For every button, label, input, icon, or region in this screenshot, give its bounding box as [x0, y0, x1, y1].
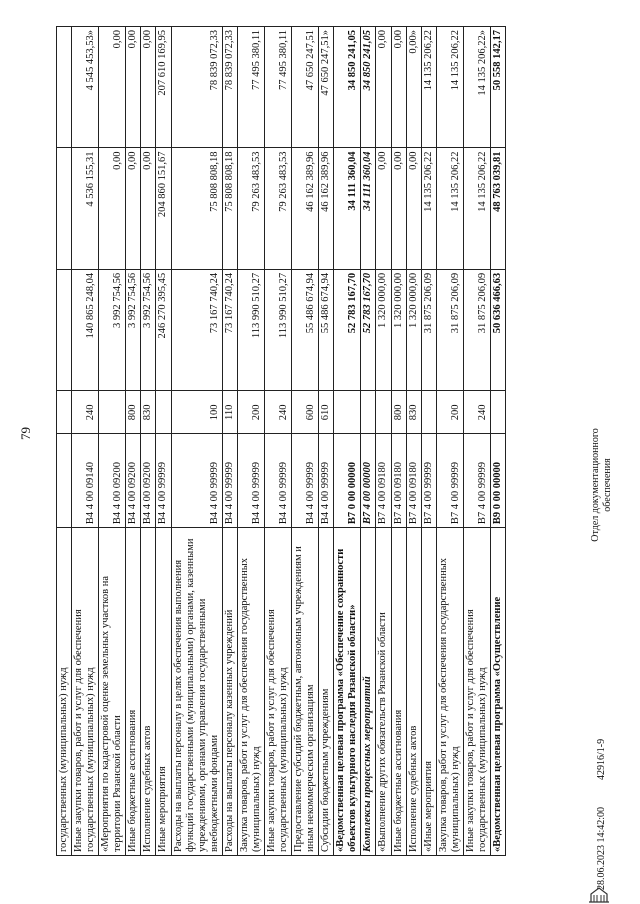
table-row	[222, 27, 237, 856]
row-name-cell: Субсидии бюджетным учреждениям	[319, 528, 334, 856]
table-row	[334, 27, 361, 856]
row-value-2023-cell: 1 320 000,00	[391, 269, 406, 390]
row-value-2024-cell: 4 536 155,31	[72, 148, 99, 269]
row-vr-cell: 200	[237, 391, 264, 434]
row-value-2025-cell: 0,00	[99, 27, 126, 148]
budget-sheet	[56, 26, 576, 856]
row-name-cell: государственных (муниципальных) нужд	[57, 528, 72, 856]
row-value-2023-cell: 3 992 754,56	[141, 269, 156, 390]
row-code-cell: B4 4 00 99999	[319, 434, 334, 528]
row-value-2024-cell: 0,00	[376, 148, 391, 269]
row-value-2023-cell: 31 875 206,09	[463, 269, 490, 390]
budget-table	[56, 26, 506, 856]
row-code-cell: B7 4 00 99999	[421, 434, 436, 528]
row-value-2025-cell: 47 650 247,51»	[319, 27, 334, 148]
row-value-2023-cell: 55 486 674,94	[319, 269, 334, 390]
row-vr-cell: 830	[141, 391, 156, 434]
row-value-2023-cell: 3 992 754,56	[126, 269, 141, 390]
row-vr-cell	[490, 391, 505, 434]
row-code-cell: B4 4 00 99999	[171, 434, 222, 528]
row-name-cell: «Иные мероприятия	[421, 528, 436, 856]
row-vr-cell: 200	[436, 391, 463, 434]
row-code-cell: B4 4 00 09200	[99, 434, 126, 528]
row-vr-cell: 110	[222, 391, 237, 434]
row-value-2024-cell: 34 111 360,04	[334, 148, 361, 269]
table-row	[264, 27, 291, 856]
row-vr-cell: 100	[171, 391, 222, 434]
row-value-2023-cell: 31 875 206,09	[421, 269, 436, 390]
row-code-cell: B7 4 00 99999	[436, 434, 463, 528]
row-vr-cell	[156, 391, 171, 434]
row-value-2025-cell: 0,00	[141, 27, 156, 148]
row-value-2025-cell: 0,00»	[406, 27, 421, 148]
row-value-2024-cell: 46 162 389,96	[292, 148, 319, 269]
table-row	[361, 27, 376, 856]
table-row	[376, 27, 391, 856]
row-code-cell: B4 4 00 09200	[126, 434, 141, 528]
row-vr-cell	[376, 391, 391, 434]
table-row	[421, 27, 436, 856]
row-value-2025-cell: 0,00	[391, 27, 406, 148]
row-vr-cell	[421, 391, 436, 434]
row-code-cell: B7 4 00 99999	[463, 434, 490, 528]
row-value-2025-cell: 0,00	[376, 27, 391, 148]
row-value-2025-cell: 14 135 206,22	[436, 27, 463, 148]
row-value-2024-cell: 48 763 039,81	[490, 148, 505, 269]
row-code-cell: B4 4 00 99999	[264, 434, 291, 528]
table-row	[57, 27, 72, 856]
row-value-2023-cell: 1 320 000,00	[376, 269, 391, 390]
row-value-2024-cell: 0,00	[126, 148, 141, 269]
row-value-2025-cell	[57, 27, 72, 148]
row-vr-cell: 800	[391, 391, 406, 434]
row-value-2023-cell: 55 486 674,94	[292, 269, 319, 390]
footer-doc-code: 42916/1-9	[596, 738, 607, 780]
row-name-cell: Комплексы процессных мероприятий	[361, 528, 376, 856]
table-row	[141, 27, 156, 856]
row-value-2023-cell: 52 783 167,70	[334, 269, 361, 390]
row-name-cell: Иные закупки товаров, работ и услуг для обеспечения государственных (муниципальных) нужд	[264, 528, 291, 856]
row-vr-cell: 600	[292, 391, 319, 434]
row-name-cell: Иные закупки товаров, работ и услуг для обеспечения государственных (муниципальных) нужд	[463, 528, 490, 856]
row-vr-cell: 240	[463, 391, 490, 434]
row-code-cell: B7 4 00 00000	[361, 434, 376, 528]
row-vr-cell: 240	[72, 391, 99, 434]
row-value-2024-cell: 0,00	[141, 148, 156, 269]
row-name-cell: «Ведомственная целевая программа «Осуществление	[490, 528, 505, 856]
department-line-1: Отдел документационного	[590, 428, 601, 542]
row-vr-cell: 610	[319, 391, 334, 434]
row-value-2024-cell: 0,00	[99, 148, 126, 269]
row-value-2025-cell: 77 495 380,11	[264, 27, 291, 148]
table-row	[171, 27, 222, 856]
row-code-cell	[57, 434, 72, 528]
row-value-2024-cell: 79 263 483,53	[237, 148, 264, 269]
row-value-2024-cell: 75 808 808,18	[222, 148, 237, 269]
row-value-2023-cell: 113 990 510,27	[237, 269, 264, 390]
row-code-cell: B7 0 00 00000	[334, 434, 361, 528]
row-vr-cell	[334, 391, 361, 434]
row-value-2024-cell: 79 263 483,53	[264, 148, 291, 269]
row-value-2023-cell: 3 992 754,56	[99, 269, 126, 390]
row-value-2023-cell: 1 320 000,00	[406, 269, 421, 390]
row-value-2024-cell	[57, 148, 72, 269]
row-value-2024-cell: 14 135 206,22	[436, 148, 463, 269]
row-value-2025-cell: 77 495 380,11	[237, 27, 264, 148]
table-row	[292, 27, 319, 856]
row-value-2025-cell: 47 650 247,51	[292, 27, 319, 148]
page-number: 79	[18, 427, 33, 440]
duma-logo-icon	[586, 884, 612, 904]
row-value-2023-cell: 52 783 167,70	[361, 269, 376, 390]
row-value-2025-cell: 50 558 142,17	[490, 27, 505, 148]
row-value-2024-cell: 34 111 360,04	[361, 148, 376, 269]
row-vr-cell: 240	[264, 391, 291, 434]
row-code-cell: B9 0 00 00000	[490, 434, 505, 528]
row-name-cell: Иные бюджетные ассигнования	[126, 528, 141, 856]
row-vr-cell	[361, 391, 376, 434]
row-code-cell: B7 4 00 09180	[376, 434, 391, 528]
row-value-2025-cell: 14 135 206,22	[421, 27, 436, 148]
row-code-cell: B7 4 00 09180	[406, 434, 421, 528]
row-name-cell: Иные бюджетные ассигнования	[391, 528, 406, 856]
row-value-2023-cell: 73 167 740,24	[222, 269, 237, 390]
row-name-cell: Расходы на выплаты персоналу в целях обеспечения выполнения функций государственными (муниципальными) органами, казенными учреждениями, органами управления государственными внебюджетными фондами	[171, 528, 222, 856]
table-row	[463, 27, 490, 856]
row-value-2025-cell: 34 850 241,05	[334, 27, 361, 148]
row-name-cell: Расходы на выплаты персоналу казенных учреждений	[222, 528, 237, 856]
row-value-2023-cell: 113 990 510,27	[264, 269, 291, 390]
row-value-2025-cell: 78 839 072,33	[171, 27, 222, 148]
row-value-2024-cell: 0,00	[391, 148, 406, 269]
table-row	[319, 27, 334, 856]
row-value-2024-cell: 14 135 206,22	[463, 148, 490, 269]
row-vr-cell: 800	[126, 391, 141, 434]
row-value-2024-cell: 75 808 808,18	[171, 148, 222, 269]
row-value-2025-cell: 14 135 206,22»	[463, 27, 490, 148]
department-line-2: обеспечения	[602, 458, 613, 512]
row-value-2023-cell: 31 875 206,09	[436, 269, 463, 390]
table-row	[99, 27, 126, 856]
table-row	[391, 27, 406, 856]
table-row	[72, 27, 99, 856]
table-row	[126, 27, 141, 856]
row-vr-cell	[99, 391, 126, 434]
footer-date: 28.06.2023 14:42:00	[596, 806, 607, 890]
row-value-2023-cell: 73 167 740,24	[171, 269, 222, 390]
row-code-cell: B4 4 00 99999	[292, 434, 319, 528]
row-value-2023-cell: 140 865 248,04	[72, 269, 99, 390]
row-value-2023-cell	[57, 269, 72, 390]
row-name-cell: «Выполнение других обязательств Рязанской области	[376, 528, 391, 856]
row-name-cell: Закупка товаров, работ и услуг для обеспечения государственных (муниципальных) нужд	[436, 528, 463, 856]
row-code-cell: B4 4 00 99999	[222, 434, 237, 528]
row-name-cell: Исполнение судебных актов	[141, 528, 156, 856]
row-name-cell: Исполнение судебных актов	[406, 528, 421, 856]
table-row	[436, 27, 463, 856]
row-name-cell: Закупка товаров, работ и услуг для обеспечения государственных (муниципальных) нужд	[237, 528, 264, 856]
row-name-cell: «Ведомственная целевая программа «Обеспечение сохранности объектов культурного наследия Рязанской области»	[334, 528, 361, 856]
row-value-2025-cell: 4 545 453,53»	[72, 27, 99, 148]
table-row	[237, 27, 264, 856]
row-value-2023-cell: 246 270 395,45	[156, 269, 171, 390]
row-value-2024-cell: 0,00	[406, 148, 421, 269]
row-name-cell: «Мероприятия по кадастровой оценке земельных участков на территории Рязанской области	[99, 528, 126, 856]
row-name-cell: Иные мероприятия	[156, 528, 171, 856]
row-code-cell: B4 4 00 99999	[156, 434, 171, 528]
row-vr-cell: 830	[406, 391, 421, 434]
row-name-cell: Иные закупки товаров, работ и услуг для обеспечения государственных (муниципальных) нужд	[72, 528, 99, 856]
row-value-2024-cell: 14 135 206,22	[421, 148, 436, 269]
row-code-cell: B4 4 00 09200	[141, 434, 156, 528]
row-value-2023-cell: 50 636 466,63	[490, 269, 505, 390]
row-name-cell: Предоставление субсидий бюджетным, автономным учреждениям и иным некоммерческим организациям	[292, 528, 319, 856]
row-value-2025-cell: 34 850 241,05	[361, 27, 376, 148]
row-value-2024-cell: 204 860 151,67	[156, 148, 171, 269]
row-value-2024-cell: 46 162 389,96	[319, 148, 334, 269]
row-value-2025-cell: 0,00	[126, 27, 141, 148]
row-code-cell: B7 4 00 09180	[391, 434, 406, 528]
row-vr-cell	[57, 391, 72, 434]
row-code-cell: B4 4 00 99999	[237, 434, 264, 528]
table-row	[156, 27, 171, 856]
row-value-2025-cell: 78 839 072,33	[222, 27, 237, 148]
row-value-2025-cell: 207 610 169,95	[156, 27, 171, 148]
table-row	[406, 27, 421, 856]
table-row	[490, 27, 505, 856]
department-stamp	[590, 410, 614, 560]
document-footer	[590, 560, 630, 890]
row-code-cell: B4 4 00 09140	[72, 434, 99, 528]
